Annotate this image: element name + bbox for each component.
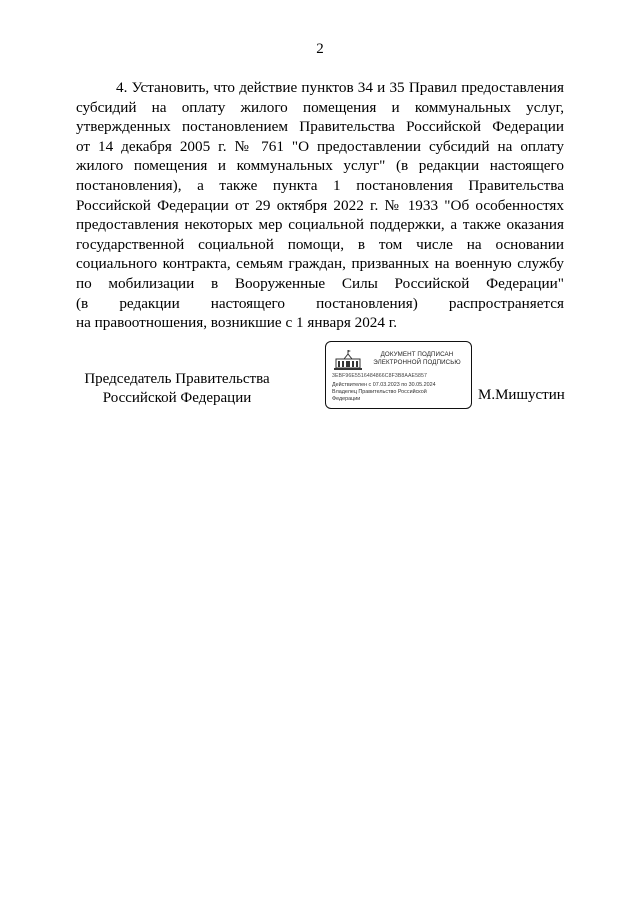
body-line: жилого помещения и коммунальных услуг" (в редакции настоящего	[76, 157, 564, 175]
body-paragraph	[76, 78, 564, 333]
body-line: государственной социальной помощи, в том числе на основании	[76, 235, 564, 253]
certificate-owner: Владелец Правительство Российской	[332, 389, 427, 395]
body-line: предоставления некоторых мер социальной поддержки, а также оказания	[76, 216, 564, 234]
stamp-header-line: ДОКУМЕНТ ПОДПИСАН	[380, 351, 454, 358]
coat-of-arms-icon	[332, 349, 364, 373]
body-line: Российской Федерации от 29 октября 2022 г. № 1933 "Об особенностях	[76, 196, 564, 214]
certificate-owner: Федерации	[332, 396, 361, 402]
body-line: 4. Установить, что действие пунктов 34 и 35 Правил предоставления	[116, 79, 564, 96]
body-line: утвержденных постановлением Правительства Российской Федерации	[76, 118, 564, 136]
signer-title-line: Председатель Правительства	[84, 371, 270, 387]
signer-title-line: Российской Федерации	[102, 389, 252, 406]
stamp-header-line: ЭЛЕКТРОННОЙ ПОДПИСЬЮ	[373, 358, 461, 366]
body-line: (в редакции настоящего постановления) распространяется	[76, 294, 564, 312]
stamp-header	[368, 351, 466, 366]
electronic-signature-stamp	[325, 341, 472, 409]
body-line: постановления), а также пункта 1 постановления Правительства	[76, 176, 564, 194]
body-line: на правоотношения, возникшие с 1 января 2024 г.	[76, 314, 398, 332]
certificate-serial: 3EBF96E5516484866C8F3B8AAE5857	[332, 373, 428, 379]
page-number: 2	[316, 41, 324, 57]
body-line: социального контракта, семьям граждан, призванных на военную службу	[76, 255, 564, 273]
certificate-details	[332, 382, 470, 403]
signer-name: М.Мишустин	[478, 387, 565, 403]
body-line: по мобилизации в Вооруженные Силы Российской Федерации"	[76, 274, 564, 292]
body-line: субсидий на оплату жилого помещения и коммунальных услуг,	[76, 98, 564, 116]
certificate-validity: Действителен с 07.03.2023 по 30.05.2024	[332, 382, 436, 388]
signer-title	[77, 370, 277, 407]
body-line: от 14 декабря 2005 г. № 761 "О предоставлении субсидий на оплату	[76, 137, 564, 155]
